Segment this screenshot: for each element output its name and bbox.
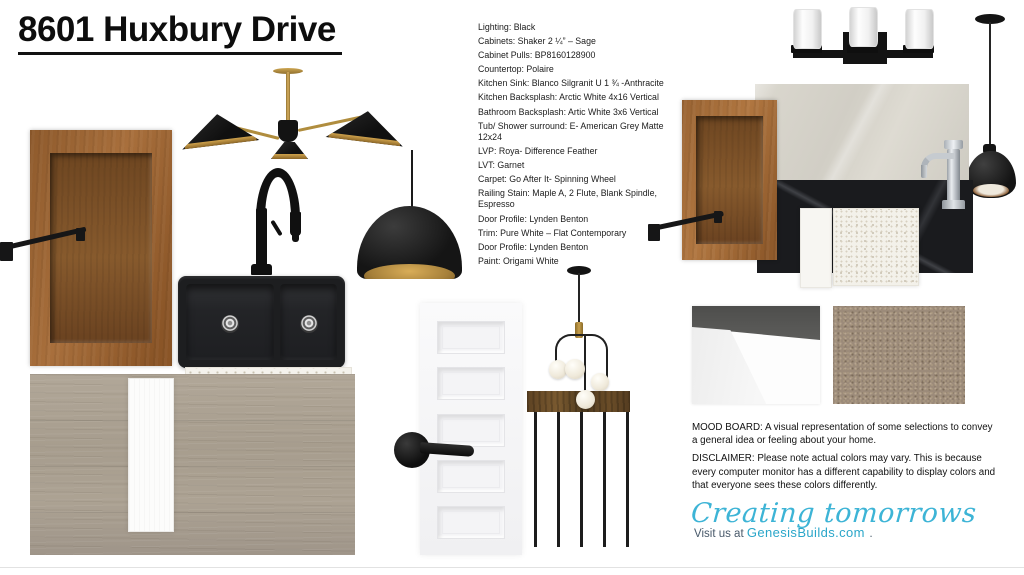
spec-line-trim: Trim: Pure White – Flat Contemporary (478, 227, 627, 238)
carpet-sample (833, 306, 965, 404)
door-panel (437, 367, 505, 400)
chrome-faucet-base (942, 200, 965, 209)
kitchen-sink-anthracite (178, 276, 345, 368)
sink-drain-right (300, 315, 318, 333)
white-speckled-tile-sample (833, 208, 919, 286)
spec-line-door-profile-2: Door Profile: Lynden Benton (478, 241, 589, 252)
kitchen-faucet-black (248, 164, 312, 278)
cabinet-pull-right (648, 202, 728, 244)
globe-bulb (576, 390, 595, 409)
sink-bowl-right (280, 284, 337, 360)
vanity-glass-shade (905, 9, 934, 49)
faucet-base (251, 264, 272, 275)
spec-line-railing-stain: Railing Stain: Maple A, 2 Flute, Blank Spindle, Espresso (478, 188, 657, 210)
spec-line-kitchen-backsplash: Kitchen Backsplash: Arctic White 4x16 Vertical (478, 92, 659, 103)
vanity-glass-shade (849, 7, 878, 47)
page-title: 8601 Huxbury Drive (18, 10, 342, 55)
railing-spindle (534, 412, 537, 547)
chrome-faucet-handle (944, 140, 963, 149)
notes-block (692, 421, 996, 497)
door-panel (437, 321, 505, 354)
globe-bulb (591, 373, 609, 391)
spec-line-lvt: LVT: Garnet (478, 160, 525, 171)
shade-gold-rim (272, 154, 306, 159)
sink-bowl-left (186, 284, 274, 360)
shade-gold-rim (185, 136, 257, 150)
mini-pendant-cord (989, 22, 991, 152)
spec-line-door-profile-1: Door Profile: Lynden Benton (478, 213, 589, 224)
spec-line-bathroom-backsplash: Bathroom Backsplash: Artic White 3x6 Vertical (478, 106, 659, 117)
pull-tip (76, 228, 85, 241)
spec-line-cabinets: Cabinets: Shaker 2 ¼” – Sage (478, 36, 596, 47)
bathroom-faucet-chrome (918, 138, 976, 212)
chandelier-shade-center (271, 142, 308, 159)
railing-spindle (603, 412, 606, 547)
spec-line-cabinet-pulls: Cabinet Pulls: BP8160128900 (478, 50, 596, 61)
spec-line-paint: Paint: Origami White (478, 255, 559, 266)
spec-line-carpet: Carpet: Go After It- Spinning Wheel (478, 174, 616, 185)
pendant-dome-shade (357, 206, 462, 279)
pendant-dome-gold-interior (357, 150, 462, 280)
spec-line-tub-shower: Tub/ Shower surround: E- American Grey Matte 12x24 (478, 120, 664, 142)
sink-drain-left (221, 315, 239, 333)
shade-gold-rim (328, 133, 400, 147)
white-plank-tile-sample (128, 378, 174, 532)
vanity-glass-shade (793, 9, 822, 49)
slide-bottom-edge (0, 567, 1024, 568)
faucet-body (256, 208, 267, 266)
spec-line-kitchen-sink: Kitchen Sink: Blanco Silgranit U 1 ¾ -Anthracite (478, 78, 664, 89)
faucet-handle (270, 220, 282, 237)
website-link[interactable]: GenesisBuilds.com (746, 525, 865, 540)
door-panel (437, 506, 505, 539)
railing-spindle (626, 412, 629, 547)
spec-line-countertop: Countertop: Polaire (478, 64, 554, 75)
visit-suffix: . (869, 526, 873, 540)
spec-line-lighting: Lighting: Black (478, 22, 536, 32)
railing-spindle (580, 412, 583, 547)
railing-spindle (557, 412, 560, 547)
railing-and-globe-fixture (527, 264, 633, 549)
vanity-light-3-bulb (788, 6, 938, 64)
globe-bulb (565, 359, 585, 379)
chandelier-hub (278, 120, 298, 142)
trim-baseboard-shading (692, 327, 820, 404)
brand-tagline: Creating tomorrows (690, 498, 978, 529)
pull-bar (5, 227, 86, 250)
faucet-spray-head (290, 212, 301, 236)
white-vertical-tile-sample (800, 208, 832, 288)
chrome-faucet-spout-tip (921, 165, 927, 178)
lvp-flooring-sample (30, 374, 355, 555)
globe-fixture-stem (578, 273, 580, 325)
pendant-cord (411, 150, 413, 208)
brand-footer (690, 498, 978, 542)
disclaimer-note: DISCLAIMER: Please note actual colors may vary. This is because every computer monitor has a different capability to display colors and that everyone sees these colors differently. (692, 453, 996, 491)
chandelier-shade-right (325, 106, 406, 146)
pendant-gold-interior (364, 264, 454, 279)
cabinet-pull-left (0, 218, 90, 264)
faucet-spray-tip (292, 235, 299, 242)
visit-prefix: Visit us at (694, 528, 747, 540)
chandelier-stem (286, 72, 290, 124)
mood-board-note: MOOD BOARD: A visual representation of some selections to convey a general idea or feeling about your home. (692, 422, 993, 447)
chandelier-black-gold (180, 64, 405, 160)
door-lever-black (392, 424, 476, 478)
mini-pendant-opening (973, 184, 1009, 197)
pull-tip (714, 211, 722, 223)
spec-line-lvp: LVP: Roya- Difference Feather (478, 145, 598, 156)
trim-baseboard-sample (692, 306, 820, 404)
